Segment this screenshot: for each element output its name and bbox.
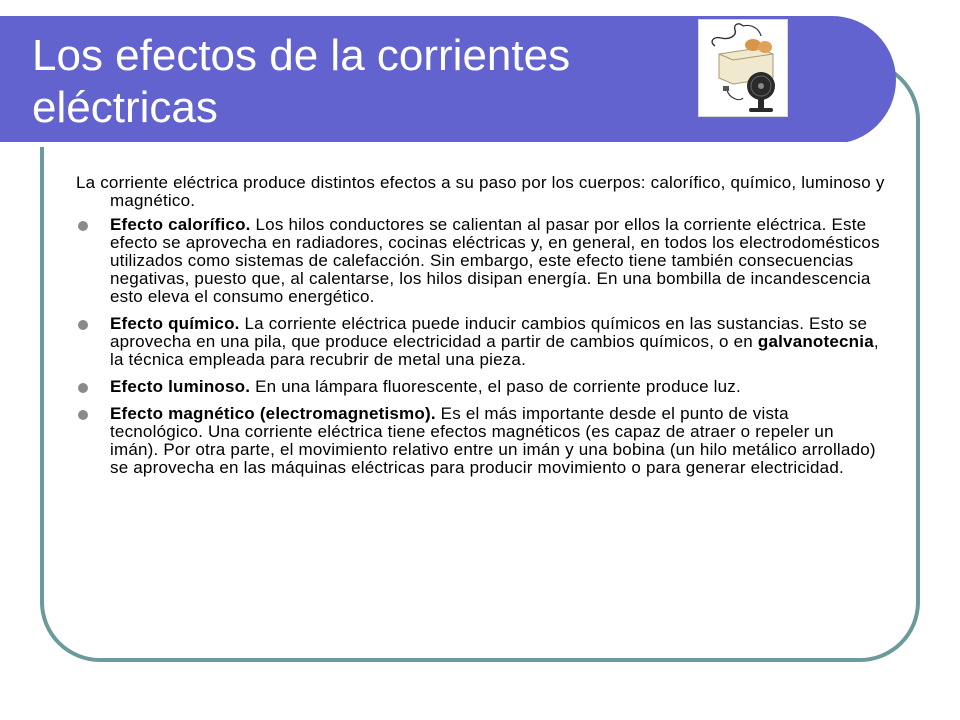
bullet-heading: Efecto luminoso. — [110, 377, 251, 396]
bullet-heading: Efecto magnético (electromagnetismo). — [110, 404, 436, 423]
list-item-magnetic — [76, 405, 886, 477]
bullet-heading: Efecto calorífico. — [110, 215, 251, 234]
effects-list — [76, 216, 886, 477]
bullet-text: La corriente eléctrica puede inducir cambios químicos en las sustancias. Esto se aprovecha en una pila, que produce electricidad a partir de cambios químicos, o en — [110, 314, 868, 351]
bullet-text: , la técnica empleada para recubrir de metal una pieza. — [110, 332, 879, 369]
slide-body — [76, 174, 886, 486]
bullet-icon — [78, 221, 88, 231]
list-item-calorific — [76, 216, 886, 306]
slide-title: Los efectos de la corrientes eléctricas — [32, 31, 571, 132]
appliances-illustration-icon — [698, 19, 788, 117]
list-item-chemical — [76, 315, 886, 369]
bullet-text: Los hilos conductores se calientan al pasar por ellos la corriente eléctrica. Este efecto se aprovecha en radiadores, cocinas eléctricas y, en general, en todos los electrodomésticos utilizados como sistemas de calefacción. Sin embargo, este efecto tiene también consecuencias negativas, puesto que, al calentarse, los hilos disipan energía. En una bombilla de incandescencia esto eleva el consumo energético. — [110, 215, 880, 306]
bullet-heading: Efecto químico. — [110, 314, 240, 333]
bullet-text: En una lámpara fluorescente, el paso de corriente produce luz. — [250, 377, 741, 396]
bullet-text: Es el más importante desde el punto de vista tecnológico. Una corriente eléctrica tiene efectos magnéticos (es capaz de atraer o repeler un imán). Por otra parte, el movimiento relativo entre un imán y una bobina (un hilo metálico arrollado) se aprovecha en las máquinas eléctricas para producir movimiento o para generar electricidad. — [110, 404, 876, 477]
list-item-luminous — [76, 378, 886, 396]
bullet-icon — [78, 383, 88, 393]
intro-paragraph: La corriente eléctrica produce distintos efectos a su paso por los cuerpos: calorífico, químico, luminoso y magnético. — [76, 173, 885, 210]
bullet-icon — [78, 320, 88, 330]
bold-term: galvanotecnia — [757, 332, 874, 351]
bullet-icon — [78, 410, 88, 420]
title-underline — [0, 142, 846, 147]
